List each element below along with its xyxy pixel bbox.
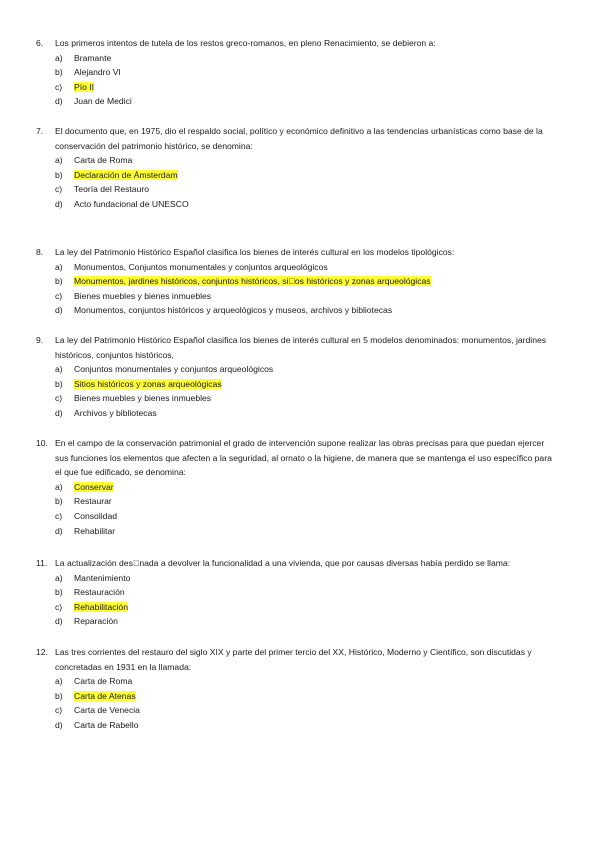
option-text-highlighted: Sitios históricos y zonas arqueológicas [74, 378, 222, 389]
option-a [36, 51, 556, 66]
option-text: Rehabilitar [74, 525, 116, 536]
option-letter: a) [55, 481, 63, 492]
option-letter: b) [55, 67, 63, 78]
question-number: 12. [36, 647, 48, 657]
question-text: La actualización des nada a devolver la funcionalidad a una vivienda, que por causas diversas había perdido se llama: [55, 558, 511, 568]
question-number: 8. [36, 247, 44, 257]
option-text-highlighted: Carta de Atenas [74, 690, 136, 701]
option-text: Monumentos, Conjuntos monumentales y conjuntos arqueológicos [74, 261, 328, 272]
option-letter: b) [55, 169, 63, 180]
option-b [36, 274, 556, 289]
option-text-highlighted: Monumentos, jardines históricos, conjuntos históricos, si os históricos y zonas arqueológicas [74, 276, 431, 287]
question-number: 10. [36, 438, 48, 448]
option-c [36, 600, 556, 615]
question-11 [36, 556, 556, 629]
option-text-highlighted: Rehabilitación [74, 601, 128, 612]
option-text-highlighted: Conservar [74, 481, 114, 492]
option-text: Acto fundacional de UNESCO [74, 198, 189, 209]
option-c [36, 80, 556, 95]
option-text: Carta de Rabello [74, 719, 139, 730]
option-letter: d) [55, 198, 63, 209]
option-text-highlighted: Declaración de Ámsterdam [74, 169, 178, 180]
option-text: Restauración [74, 587, 125, 598]
option-text: Mantenimiento [74, 572, 131, 583]
question-number: 7. [36, 126, 44, 136]
option-c [36, 703, 556, 718]
question-text: En el campo de la conservación patrimonial el grado de intervención supone realizar las obras precisas para que puedan ejercer sus funciones los elementos que afecten a la seguridad, al ornato o la higiene, de manera que se mantenga el uso específico para el que fue edificado, se denomina: [55, 438, 552, 478]
option-letter: a) [55, 572, 63, 583]
option-letter: b) [55, 496, 63, 507]
option-letter: b) [55, 276, 63, 287]
option-b [36, 168, 556, 183]
option-letter: c) [55, 184, 63, 195]
option-text: Bramante [74, 52, 112, 63]
option-text: Carta de Venecia [74, 705, 140, 716]
option-letter: c) [55, 81, 63, 92]
question-8 [36, 245, 556, 318]
option-a [36, 674, 556, 689]
question-6 [36, 36, 556, 109]
option-text: Monumentos, conjuntos históricos y arqueológicos y museos, archivos y bibliotecas [74, 305, 393, 316]
option-d [36, 303, 556, 318]
option-letter: d) [55, 525, 63, 536]
question-number: 9. [36, 335, 44, 345]
option-letter: c) [55, 705, 63, 716]
option-letter: b) [55, 587, 63, 598]
option-letter: d) [55, 305, 63, 316]
option-text: Alejandro VI [74, 67, 121, 78]
option-text: Carta de Roma [74, 676, 133, 687]
option-text: Teoría del Restauro [74, 184, 149, 195]
option-text: Reparación [74, 616, 118, 627]
option-text: Juan de Medici [74, 96, 132, 107]
option-c [36, 509, 556, 524]
option-d [36, 197, 556, 212]
question-text: La ley del Patrimonio Histórico Español clasifica los bienes de interés cultural en los modelos tipológicos: [55, 247, 455, 257]
option-d [36, 718, 556, 733]
option-letter: a) [55, 155, 63, 166]
option-a [36, 260, 556, 275]
option-b [36, 689, 556, 704]
option-letter: c) [55, 601, 63, 612]
option-a [36, 571, 556, 586]
question-number: 11. [36, 558, 48, 568]
question-10 [36, 436, 556, 538]
option-text: Bienes muebles y bienes inmuebles [74, 393, 212, 404]
option-text: Archivos y bibliotecas [74, 407, 157, 418]
option-a [36, 480, 556, 495]
question-number: 6. [36, 38, 44, 48]
question-text: Los primeros intentos de tutela de los restos greco-romanos, en pleno Renacimiento, se debieron a: [55, 38, 436, 48]
option-letter: a) [55, 676, 63, 687]
option-letter: c) [55, 510, 63, 521]
option-d [36, 524, 556, 539]
option-text-highlighted: Pío II [74, 81, 95, 92]
option-text: Bienes muebles y bienes inmuebles [74, 290, 212, 301]
option-letter: d) [55, 407, 63, 418]
question-12 [36, 645, 556, 733]
option-letter: d) [55, 719, 63, 730]
option-d [36, 94, 556, 109]
option-letter: a) [55, 52, 63, 63]
option-b [36, 585, 556, 600]
option-letter: c) [55, 290, 63, 301]
option-d [36, 614, 556, 629]
question-text: La ley del Patrimonio Histórico Español clasifica los bienes de interés cultural en 5 modelos denominados: monumentos, jardines históricos, conjuntos históricos, [55, 335, 547, 360]
option-b [36, 65, 556, 80]
option-a [36, 153, 556, 168]
option-d [36, 406, 556, 421]
option-c [36, 391, 556, 406]
option-letter: c) [55, 393, 63, 404]
option-letter: a) [55, 261, 63, 272]
option-text: Consolidad [74, 510, 117, 521]
question-text: Las tres corrientes del restauro del siglo XIX y parte del primer tercio del XX, Histórico, Moderno y Científico, son discutidas y concretadas en 1931 en la llamada: [55, 647, 532, 672]
option-c [36, 182, 556, 197]
option-letter: d) [55, 96, 63, 107]
option-b [36, 377, 556, 392]
option-a [36, 362, 556, 377]
option-text: Restaurar [74, 496, 112, 507]
option-letter: a) [55, 364, 63, 375]
option-text: Conjuntos monumentales y conjuntos arqueológicos [74, 364, 274, 375]
question-9 [36, 333, 556, 421]
question-text: El documento que, en 1975, dio el respaldo social, político y económico definitivo a las tendencias urbanísticas como base de la conservación del patrimonio histórico, se denomina: [55, 126, 543, 151]
option-letter: b) [55, 378, 63, 389]
option-b [36, 494, 556, 509]
option-letter: d) [55, 616, 63, 627]
option-text: Carta de Roma [74, 155, 133, 166]
question-7 [36, 124, 556, 212]
option-letter: b) [55, 690, 63, 701]
option-c [36, 289, 556, 304]
